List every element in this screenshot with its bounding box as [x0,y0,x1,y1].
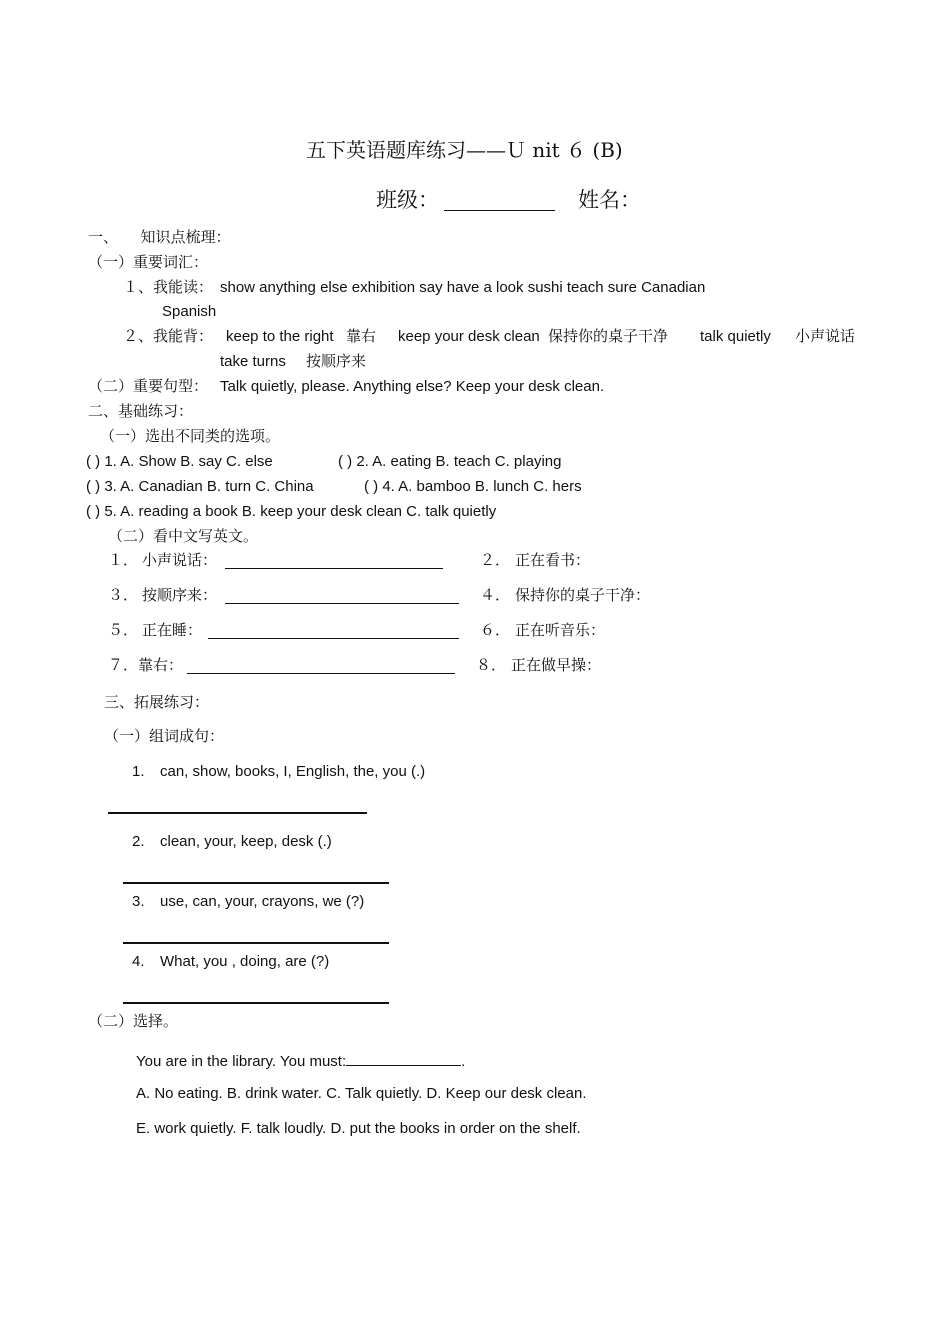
word-order-prompt: clean, your, keep, desk (.) [160,833,332,850]
word-order-prompt: use, can, your, crayons, we (?) [160,893,365,910]
translate-num: ４． [480,586,511,604]
choice-answer-blank[interactable] [346,1051,461,1066]
sentence-pattern-label: （二）重要句型： [88,377,209,395]
word-order-prompt: What, you , doing, are (?) [160,953,330,970]
section1-vocab-heading: （一）重要词汇： [88,253,209,271]
word-order-prompt: can, show, books, I, English, the, you (.) [160,763,426,780]
recite-item-en: keep your desk clean [398,328,540,345]
choice-question: You are in the library. You must: . [136,1053,466,1070]
choice-heading: （二）选择。 [88,1012,179,1030]
page-title: 五下英语题库练习——Ｕ nit ６ (B) [306,138,623,162]
translate-prompt: 正在看书： [515,551,591,569]
sentence-patterns: Talk quietly, please. Anything else? Keep your desk clean. [220,378,605,395]
word-order-answer-blank[interactable] [123,1002,389,1004]
word-order-num: 1. [132,763,145,780]
translate-answer-blank[interactable] [187,673,455,674]
translate-num: ６． [480,621,511,639]
word-order-answer-blank[interactable] [123,882,389,884]
word-order-answer-blank[interactable] [123,942,389,944]
translate-num: ８． [476,656,507,674]
section3-heading: 三、拓展练习： [104,693,210,711]
translate-prompt: 靠右： [138,656,184,674]
name-label: 姓名： [578,188,641,212]
odd-one-out-item[interactable]: ( ) 1. A. Show B. say C. else [86,453,273,470]
recite-item-zh: 按顺序来 [306,352,367,370]
section1-heading: 一、 知识点梳理： [88,228,231,246]
translate-prompt: 正在做早操： [511,656,602,674]
translate-prompt: 保持你的桌子干净： [515,586,651,604]
translate-answer-blank[interactable] [225,568,443,569]
section2-heading: 二、基础练习： [88,402,194,420]
recite-item-en: talk quietly [700,328,771,345]
translate-answer-blank[interactable] [225,603,459,604]
word-order-answer-blank[interactable] [108,812,367,814]
odd-one-out-item[interactable]: ( ) 5. A. reading a book B. keep your desk clean C. talk quietly [86,503,497,520]
recite-item-en: keep to the right [226,328,334,345]
translate-prompt: 小声说话： [142,551,218,569]
translate-num: ２． [480,551,511,569]
translate-prompt: 正在听音乐： [515,621,606,639]
odd-one-out-heading: （一）选出不同类的选项。 [100,427,281,445]
recite-item-zh: 靠右 [346,327,377,345]
translate-num: ７． [108,656,139,674]
translate-answer-blank[interactable] [208,638,459,639]
translate-num: ３． [108,586,139,604]
recite-item-en: take turns [220,353,286,370]
word-order-heading: （一）组词成句： [104,727,225,745]
translate-num: ５． [108,621,139,639]
odd-one-out-item[interactable]: ( ) 4. A. bamboo B. lunch C. hers [364,478,582,495]
word-order-num: 2. [132,833,145,850]
word-order-num: 4. [132,953,145,970]
recite-item-zh: 小声说话 [795,327,856,345]
odd-one-out-item[interactable]: ( ) 3. A. Canadian B. turn C. China [86,478,314,495]
translate-prompt: 正在睡： [142,621,203,639]
word-order-num: 3. [132,893,145,910]
translate-heading: （二）看中文写英文。 [108,527,259,545]
recite-item-zh: 保持你的桌子干净 [548,327,669,345]
translate-prompt: 按顺序来： [142,586,218,604]
read-label: １、我能读： [123,278,214,296]
class-label: 班级： [376,188,439,212]
choice-options-row2: E. work quietly. F. talk loudly. D. put the books in order on the shelf. [136,1120,581,1137]
read-words-cont: Spanish [162,303,217,320]
class-blank[interactable] [444,210,555,211]
odd-one-out-item[interactable]: ( ) 2. A. eating B. teach C. playing [338,453,562,470]
translate-num: １． [108,551,139,569]
read-words: show anything else exhibition say have a look sushi teach sure Canadian [220,279,706,296]
recite-label: ２、我能背： [123,327,214,345]
choice-options-row1: A. No eating. B. drink water. C. Talk quietly. D. Keep our desk clean. [136,1085,587,1102]
